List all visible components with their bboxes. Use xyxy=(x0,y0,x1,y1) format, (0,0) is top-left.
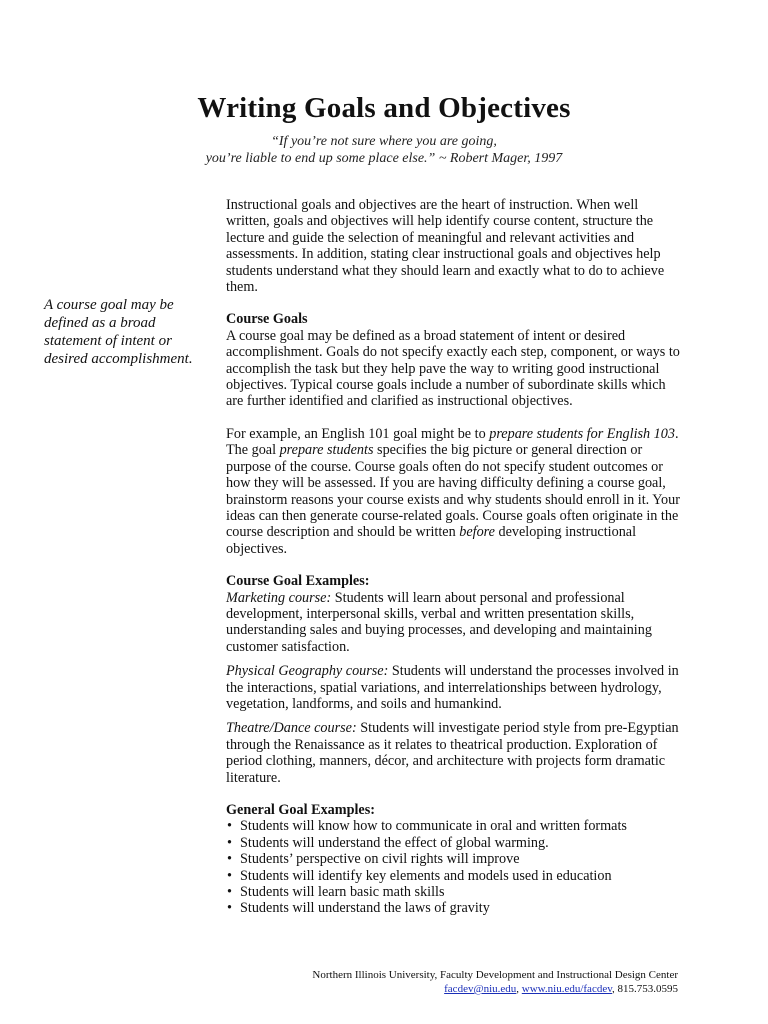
general-goal-list xyxy=(226,818,682,916)
footer-separator: , xyxy=(516,983,522,995)
italic-run: prepare students xyxy=(279,442,374,459)
general-goal-examples-heading: General Goal Examples: xyxy=(226,802,375,818)
text-run: . The goal xyxy=(226,425,679,459)
example-text: Students will understand the processes involved in the interactions, spatial variations, and interrelationships between hydrology, vegetation, landforms, and soils and humankind. xyxy=(226,663,679,712)
quote-line-1: “If you’re not sure where you are going, xyxy=(271,134,497,149)
italic-run: before xyxy=(459,524,495,541)
text-run: specifies the big picture or general direction or purpose of the course. Course goals often do not specify student outcomes or how they will be assessed. If you are having difficulty defining a course goal, brainstorm reasons your course exists and why students should enroll in it. Your ideas can then generate course-related goals. Course goals often originate in the course description and should be written xyxy=(226,442,680,541)
list-item: • Students will know how to communicate in oral and written formats xyxy=(226,818,682,834)
example-course-name: Marketing course: xyxy=(226,589,332,606)
example-text: Students will investigate period style from pre-Egyptian through the Renaissance as it relates to theatrical production. Exploration of period clothing, manners, décor, and architecture with projects form dramatic literature. xyxy=(226,720,679,786)
italic-run: prepare students for English 103 xyxy=(489,425,675,442)
footer-phone: , 815.753.0595 xyxy=(612,983,678,995)
main-content xyxy=(226,197,682,917)
page-footer xyxy=(312,968,678,996)
example-marketing xyxy=(226,590,682,656)
list-item: • Students’ perspective on civil rights will improve xyxy=(226,851,682,867)
email-link[interactable]: facdev@niu.edu xyxy=(444,983,517,995)
example-course-name: Physical Geography course: xyxy=(226,663,389,680)
example-text: Students will learn about personal and professional development, interpersonal skills, verbal and written presentation skills, understanding sales and buying processes, and developing and maintaining customer satisfaction. xyxy=(226,589,652,655)
footer-contact xyxy=(312,982,678,996)
course-goals-paragraph-1: A course goal may be defined as a broad statement of intent or desired accomplishment. Goals do not specify exactly each step, component, or ways to accomplish the task but they help pave the way to writing good instructional objectives. Typical course goals include a number of subordinate skills which are further identified and clarified as instructional objectives. xyxy=(226,327,680,410)
list-item: • Students will learn basic math skills xyxy=(226,884,682,900)
list-item: • Students will understand the laws of gravity xyxy=(226,900,682,916)
list-item: • Students will identify key elements and models used in education xyxy=(226,868,682,884)
intro-paragraph: Instructional goals and objectives are the heart of instruction. When well written, goals and objectives will help identify course content, structure the lecture and guide the selection of meaningful and relevant activities and assessments. In addition, stating clear instructional goals and objectives help students understand what they should learn and exactly what to do to achieve them. xyxy=(226,197,665,296)
page-title: Writing Goals and Objectives xyxy=(197,92,571,124)
text-run: developing instructional objectives. xyxy=(226,524,637,557)
footer-institution: Northern Illinois University, Faculty Development and Instructional Design Center xyxy=(312,969,678,981)
course-goal-examples-heading: Course Goal Examples: xyxy=(226,573,370,590)
course-goals-paragraph-2 xyxy=(226,426,682,557)
list-item: • Students will understand the effect of global warming. xyxy=(226,835,682,851)
example-physical-geography xyxy=(226,663,682,712)
course-goals-heading: Course Goals xyxy=(226,311,308,328)
epigraph-quote xyxy=(0,133,768,167)
quote-line-2: you’re liable to end up some place else.” ~ Robert Mager, 1997 xyxy=(205,151,563,166)
website-link[interactable]: www.niu.edu/facdev xyxy=(521,983,612,995)
sidebar-callout: A course goal may be defined as a broad statement of intent or desired accomplishment. xyxy=(44,297,193,367)
example-course-name: Theatre/Dance course: xyxy=(226,720,357,737)
example-theatre-dance xyxy=(226,720,682,786)
text-run: For example, an English 101 goal might be to xyxy=(226,425,490,442)
